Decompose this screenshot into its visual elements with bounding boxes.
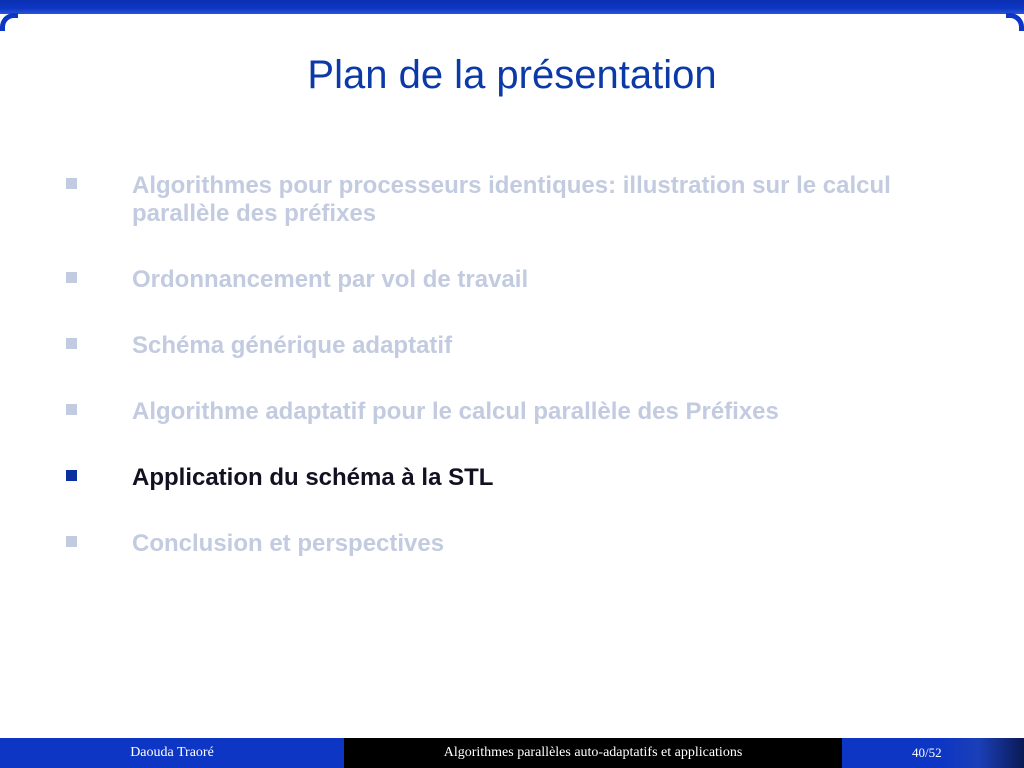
outline-item-text: Algorithmes pour processeurs identiques: illustration sur le calcul parallèle des préfixes	[132, 172, 891, 227]
outline-item	[64, 398, 964, 426]
top-band	[0, 0, 1024, 14]
slide-title: Plan de la présentation	[307, 53, 717, 97]
page-number: 40/52	[842, 738, 1024, 768]
outline-item-text: Conclusion et perspectives	[132, 530, 445, 557]
square-bullet-icon	[66, 338, 77, 349]
outline-item	[64, 266, 964, 294]
square-bullet-icon	[66, 536, 77, 547]
square-bullet-icon	[66, 178, 77, 189]
outline-item	[64, 464, 964, 492]
top-band-left-corner	[0, 13, 18, 31]
top-band-right-corner	[1006, 13, 1024, 31]
outline-item-text: Application du schéma à la STL	[132, 464, 494, 491]
outline-item	[64, 332, 964, 360]
footer-talk-title: Algorithmes parallèles auto-adaptatifs et applications	[344, 738, 842, 768]
footer-bar	[0, 738, 1024, 768]
outline-list	[64, 172, 964, 596]
square-bullet-icon	[66, 272, 77, 283]
outline-item	[64, 530, 964, 558]
outline-item-text: Ordonnancement par vol de travail	[132, 266, 529, 293]
outline-item-text: Schéma générique adaptatif	[132, 332, 453, 359]
footer-author: Daouda Traoré	[0, 738, 344, 768]
outline-item-text: Algorithme adaptatif pour le calcul parallèle des Préfixes	[132, 398, 779, 425]
square-bullet-icon	[66, 404, 77, 415]
outline-item	[64, 172, 964, 228]
square-bullet-icon	[66, 470, 77, 481]
